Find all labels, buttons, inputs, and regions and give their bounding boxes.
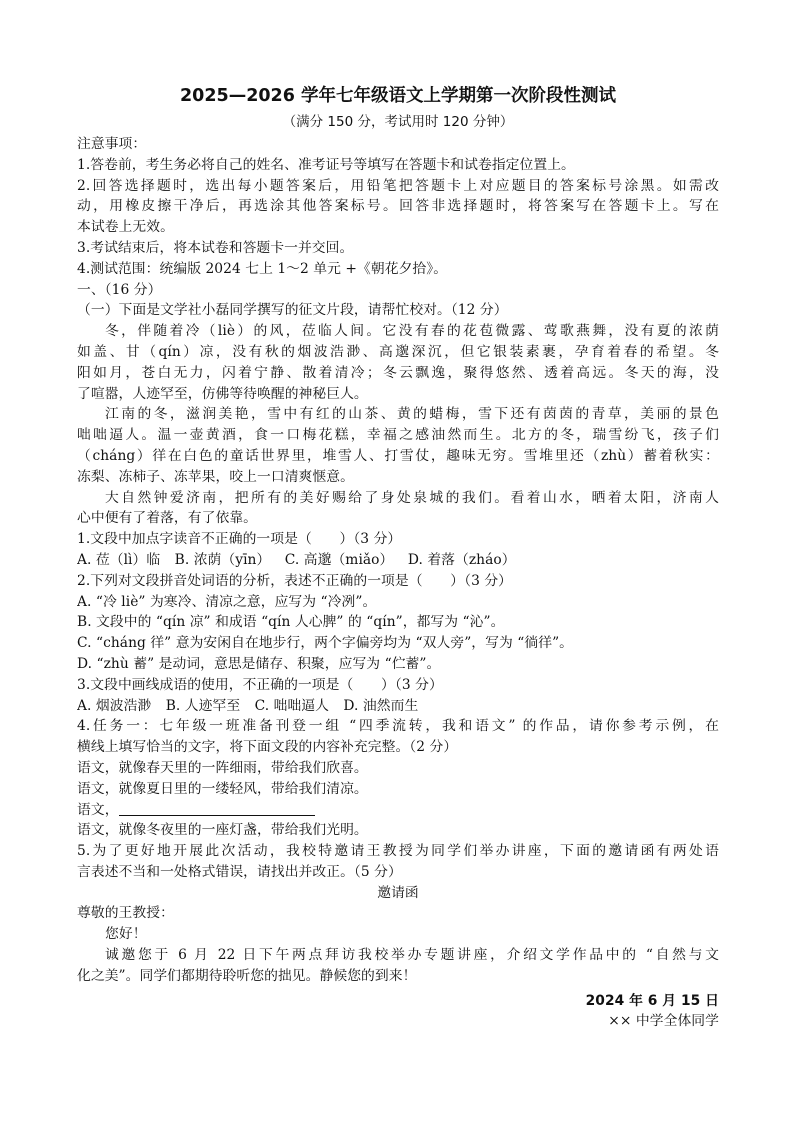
- letter-signature: ×× 中学全体同学: [608, 1013, 719, 1030]
- letter-body-line: 诚邀您于 6 月 22 日下午两点拜访我校举办专题讲座，介绍文学作品中的 “自然与文: [105, 947, 719, 964]
- option-b: B. 人迹罕至: [165, 697, 241, 714]
- passage-line: 江南的冬，滋润美艳，雪中有红的山茶、黄的蜡梅，雪下还有茵茵的青草，美丽的景色: [105, 406, 719, 423]
- question-1-stem: 1.文段中加点字读音不正确的一项是（ ）（3 分）: [77, 531, 402, 548]
- option-d: D. 着落（zháo）: [407, 551, 516, 568]
- answer-blank[interactable]: [119, 801, 315, 816]
- notice-line-5: 3.考试结束后，将本试卷和答题卡一并交回。: [77, 239, 354, 256]
- question-1-options: [77, 550, 719, 571]
- exam-subtitle: （满分 150 分，考试用时 120 分钟）: [282, 114, 514, 130]
- q4-line-prefix: 语文，: [77, 801, 119, 818]
- option-c: C. 咄咄逼人: [254, 697, 329, 714]
- exam-title: 2025—2026 学年七年级语文上学期第一次阶段性测试: [179, 86, 616, 106]
- notice-line-1: 1.答卷前，考生务必将自己的姓名、准考证号等填写在答题卡和试卷指定位置上。: [77, 156, 575, 173]
- passage-line: 了喧嚣，人迹罕至，仿佛等待唤醒的神秘巨人。: [77, 385, 368, 402]
- q4-line: 语文，就像夏日里的一缕轻风，带给我们清凉。: [77, 780, 368, 797]
- notice-line-3: 动，用橡皮擦干净后，再选涂其他答案标号。回答非选择题时，将答案写在答题卡上。写在: [77, 198, 719, 215]
- option-c: C. 高邈（miǎo）: [284, 551, 394, 568]
- question-5-stem: 5.为了更好地开展此次活动，我校特邀请王教授为同学们举办讲座，下面的邀请函有两处语: [77, 843, 719, 860]
- passage-line: 心中便有了着落，有了依靠。: [77, 510, 258, 527]
- letter-date: 2024 年 6 月 15 日: [585, 992, 719, 1009]
- passage-line: 咄咄逼人。温一壶黄酒，食一口梅花糕，幸福之感油然而生。北方的冬，瑞雪纷飞，孩子们: [77, 427, 719, 444]
- letter-body-line: 化之美”。同学们都期待聆听您的拙见。静候您的到来！: [77, 967, 417, 984]
- question-3-options: [77, 696, 719, 717]
- question-5-stem: 言表述不当和一处格式错误，请找出并改正。（5 分）: [77, 863, 402, 880]
- letter-title: 邀请函: [377, 884, 419, 901]
- passage-line: 阳如月，苍白无力，闪着宁静、散着清冷；冬云飘逸，聚得悠然、透着高远。冬天的海，没: [77, 364, 719, 381]
- option-a: A. 莅（lì）临: [77, 551, 161, 568]
- passage-line: 大自然钟爱济南，把所有的美好赐给了身处泉城的我们。看着山水，晒着太阳，济南人: [105, 489, 719, 506]
- option-c: C. “cháng 徉” 意为安闲自在地步行，两个字偏旁均为 “双人旁”，写为 “徜徉”。: [77, 635, 574, 652]
- passage-line: （cháng）徉在白色的童话世界里，堆雪人、打雪仗，趣味无穷。雪堆里还（zhù）蓄着秋实：: [77, 447, 719, 464]
- passage-line: 如盖、甘（qín）凉，没有秋的烟波浩渺、高邈深沉，但它银装素裹，孕育着春的希望。冬: [77, 343, 719, 360]
- exam-page: [77, 84, 719, 1032]
- question-4-stem: 横线上填写恰当的文字，将下面文段的内容补充完整。（2 分）: [77, 739, 458, 756]
- notice-line-4: 本试卷上无效。: [77, 219, 174, 236]
- notice-line-6: 4.测试范围：统编版 2024 七上 1～2 单元 +《朝花夕拾》。: [77, 260, 448, 277]
- question-3-stem: 3.文段中画线成语的使用，不正确的一项是（ ）（3 分）: [77, 676, 443, 693]
- section-heading: 一、（16 分）: [77, 281, 162, 298]
- question-4-stem: 4.任务一：七年级一班准备刊登一组 “四季流转，我和语文” 的作品，请你参考示例，在: [77, 718, 719, 735]
- passage-line: 冬，伴随着冷（liè）的风，莅临人间。它没有春的花苞微露、莺歌燕舞，没有夏的浓荫: [105, 323, 719, 340]
- passage-line: 冻梨、冻柿子、冻苹果，咬上一口清爽惬意。: [77, 468, 354, 485]
- option-d: D. 油然而生: [343, 697, 419, 714]
- option-d: D. “zhù 蓄” 是动词，意思是储存、积聚，应写为 “伫蓄”。: [77, 655, 441, 672]
- letter-greeting: 您好！: [105, 926, 147, 943]
- question-2-stem: 2.下列对文段拼音处词语的分析，表述不正确的一项是（ ）（3 分）: [77, 572, 513, 589]
- notice-line-2: 2.回答选择题时，选出每小题答案后，用铅笔把答题卡上对应题目的答案标号涂黑。如需改: [77, 177, 719, 194]
- q4-line: 语文，就像冬夜里的一座灯盏，带给我们光明。: [77, 822, 368, 839]
- q4-blank-line: [77, 800, 719, 821]
- letter-salutation: 尊敬的王教授：: [77, 905, 174, 922]
- part1-heading: （一）下面是文学社小磊同学撰写的征文片段，请帮忙校对。（12 分）: [77, 302, 508, 319]
- option-b: B. 文段中的 “qín 凉” 和成语 “qín 人心脾” 的 “qín”，都写为 “沁”。: [77, 614, 505, 631]
- notice-heading: 注意事项：: [77, 136, 147, 152]
- option-a: A. 烟波浩渺: [77, 697, 152, 714]
- q4-line: 语文，就像春天里的一阵细雨，带给我们欣喜。: [77, 759, 368, 776]
- option-b: B. 浓荫（yīn）: [174, 551, 271, 568]
- option-a: A. “冷 liè” 为寒冷、清凉之意，应写为 “冷冽”。: [77, 593, 377, 610]
